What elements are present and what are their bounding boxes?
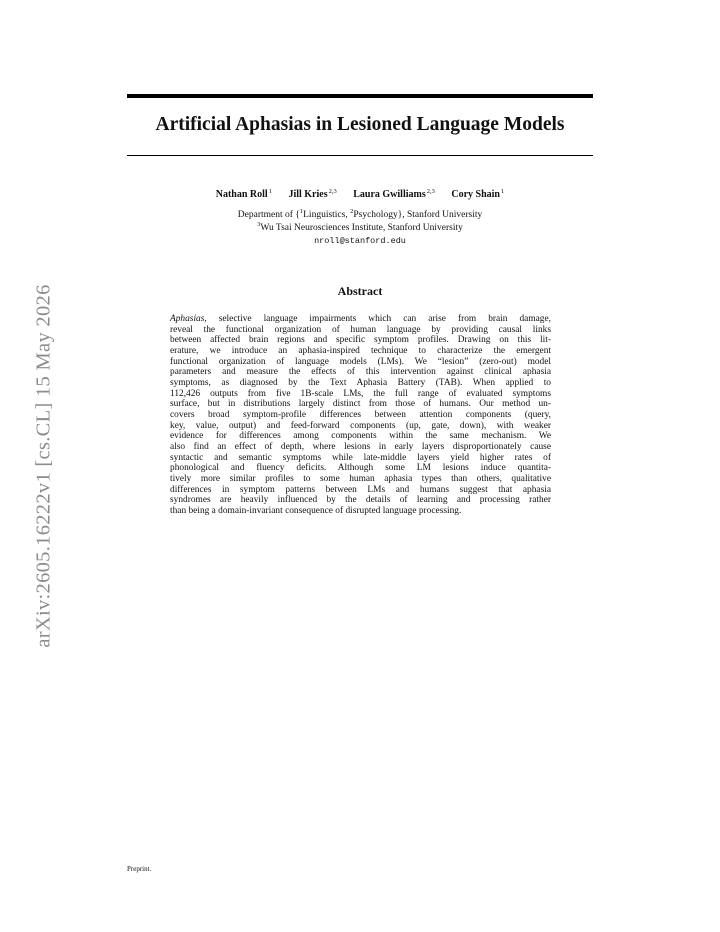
abstract-line: covers broad symptom-profile differences between attention components (query, [170,409,551,420]
abstract-line: reveal the functional organization of human language by providing causal links [170,324,551,335]
abstract-line: differences in symptom patterns between LMs and humans suggest that aphasia [170,484,551,495]
author-4: Cory Shain$^1$ [451,188,505,200]
abstract-line: key, value, output) and feed-forward components (up, gate, down), with weaker [170,420,551,431]
title-bottom-rule [127,155,593,156]
abstract-line: syndromes are heavily influenced by the details of learning and processing rather [170,495,551,506]
abstract-line: Aphasias, selective language impairments which can arise from brain damage, [170,314,551,324]
abstract-line: between affected brain regions and specific symptom profiles. Drawing on this lit- [170,335,551,346]
abstract-heading: Abstract [337,284,383,298]
author-3: Laura Gwilliams$^{2,3}$ [353,188,435,200]
abstract-line: functional organization of language models (LMs). We “lesion” (zero-out) model [170,356,551,367]
abstract-line: parameters and measure the effects of this intervention against clinical aphasia [170,367,551,378]
title-top-rule [127,94,593,98]
abstract-line: tively more similar profiles to some human aphasia types than others, qualitative [170,473,551,484]
abstract-line: also find an effect of depth, where lesions in early layers disproportionately cause [170,441,551,452]
abstract-line: symptoms, as diagnosed by the Text Aphasia Battery (TAB). When applied to [170,377,551,388]
abstract-line: phonological and fluency deficits. Although some LM lesions induce quantita- [170,463,551,474]
author-list [127,188,593,200]
arxiv-identifier-stamp: arXiv:2605.16222v1 [cs.CL] 15 May 2026 [32,284,55,648]
author-2: Jill Kries$^{2,3}$ [288,188,337,200]
abstract-line: syntactic and semantic symptoms while late-middle layers yield higher rates of [170,452,551,463]
affiliation-stanford-departments: Department of {$^1$Linguistics, $^2$Psychology}, Stanford University [237,208,483,220]
abstract-line: surface, but in distributions largely distinct from those of humans. Our method un- [170,399,551,410]
paper-title: Artificial Aphasias in Lesioned Language Models [155,114,565,135]
author-1: Nathan Roll$^1$ [215,188,272,200]
abstract-line: 112,426 outputs from five 1B-scale LMs, the full range of evaluated symptoms [170,388,551,399]
affiliation-wu-tsai: $^3$Wu Tsai Neurosciences Institute, Stanford University [257,221,463,233]
footer-preprint-label: Preprint. [127,865,152,873]
abstract-first-word: Aphasias [170,314,205,324]
contact-email[interactable]: nroll@stanford.edu [314,236,406,246]
abstract-line: erature, we introduce an aphasia-inspired technique to characterize the emergent [170,345,551,356]
abstract-line: evidence for differences among components within the same mechanism. We [170,431,551,442]
abstract-body [170,314,551,516]
abstract-line: than being a domain-invariant consequence of disrupted language processing. [170,505,462,516]
